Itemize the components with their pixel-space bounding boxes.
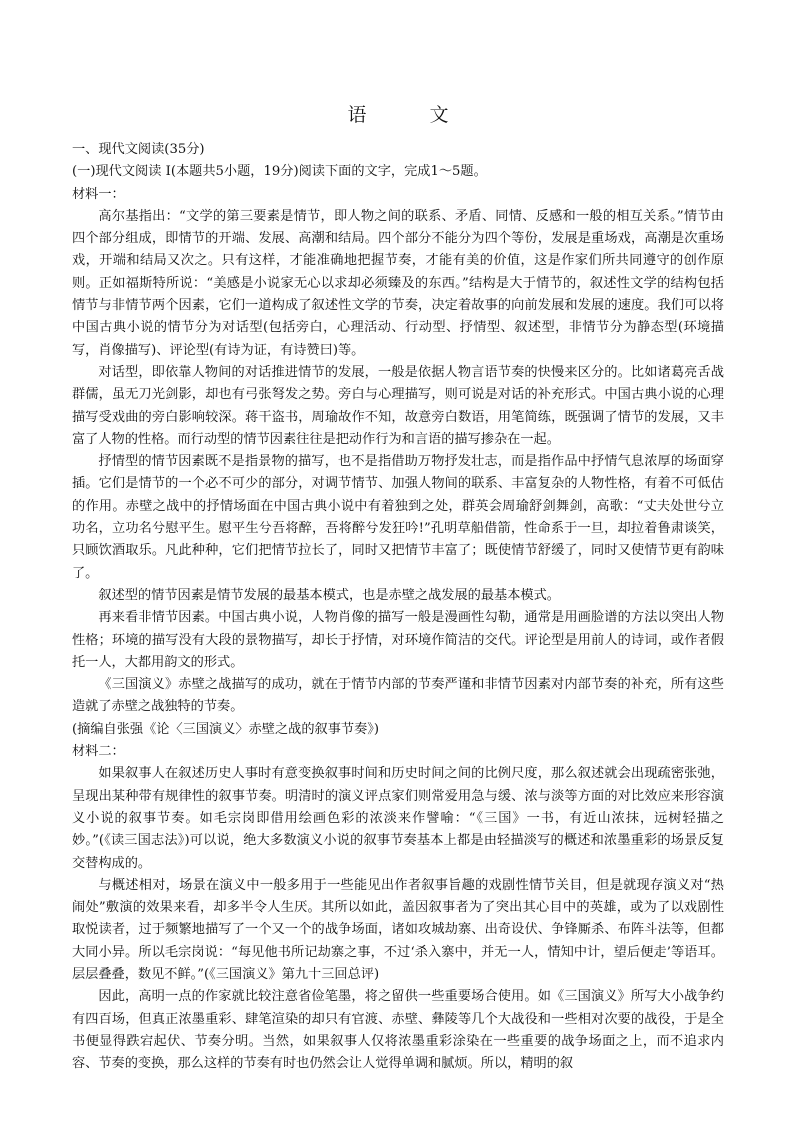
material2-label: 材料二： — [72, 744, 125, 760]
section-heading: 一、现代文阅读(35分) — [72, 142, 205, 157]
material1-paragraph: 再来看非情节因素。中国古典小说，人物肖像的描写一般是漫画性勾勒，通常是用画脸谱的方法以突出人物性格；环境的描写没有大段的景物描写，却长于抒情，对环境作简洁的交代。评论型是用前人的诗词，或作者假托一人，大都用韵文的形式。 — [72, 610, 724, 670]
material2-paragraph: 因此，高明一点的作家就比较注意省俭笔墨，将之留供一些重要场合使用。如《三国演义》所写大小战争约有四百场，但真正浓墨重彩、肆笔渲染的却只有官渡、赤壁、彝陵等几个大战役和一些相对次要的战役，于是全书便显得跌宕起伏、节奏分明。当然，如果叙事人仅将浓墨重彩涂染在一些重要的战争场面之上，而不追求内容、节奏的变换，那么这样的节奏有时也仍然会让人觉得单调和腻烦。所以，精明的叙 — [72, 989, 724, 1072]
material1-paragraph: 对话型，即依靠人物间的对话推进情节的发展，一般是依据人物言语节奏的快慢来区分的。比如诸葛亮舌战群儒，虽无刀光剑影，却也有弓张弩发之势。旁白与心理描写，则可说是对话的补充形式。中国古典小说的心理描写受戏曲的旁白影响较深。蒋干盗书，周瑜故作不知，故意旁白数语，用笔简练，既强调了情节的发展，又丰富了人物的性格。而行动型的情节因素往往是把动作行为和言语的描写掺杂在一起。 — [72, 364, 724, 447]
material1-label: 材料一： — [72, 186, 125, 202]
exam-page — [72, 100, 724, 1075]
material2-paragraph: 与概述相对，场景在演义中一般多用于一些能见出作者叙事旨趣的戏剧性情节关目，但是就现存演义对“热闹处”敷演的效果来看，却多半令人生厌。其所以如此，盖因叙事者为了突出其心目中的英雄，或为了以戏剧性取悦读者，过于频繁地描写了一个又一个的战争场面，诸如攻城劫寨、出奇设伏、争锋厮杀、布阵斗法等，但都大同小异。所以毛宗岗说：“每见他书所记劫寨之事，不过‘杀入寨中，并无一人，情知中计，望后便走’等语耳。层层叠叠，数见不鲜。”(《三国演义》第九十三回总评) — [72, 877, 724, 982]
material2-paragraph: 如果叙事人在叙述历史人事时有意变换叙事时间和历史时间之间的比例尺度，那么叙述就会出现疏密张弛，呈现出某种带有规律性的叙事节奏。明清时的演义评点家们则常爱用急与缓、浓与淡等方面的对比效应来形容演义小说的叙事节奏。如毛宗岗即借用绘画色彩的浓淡来作譬喻：“《三国》一书，有近山浓抹，远树轻描之妙。”(《读三国志法》)可以说，绝大多数演义小说的叙事节奏基本上都是由轻描淡写的概述和浓墨重彩的场景反复交替构成的。 — [72, 766, 724, 871]
material1-source: (摘编自张强《论〈三国演义〉赤壁之战的叙事节奏》) — [72, 721, 380, 737]
material1-paragraph: 高尔基指出：“文学的第三要素是情节，即人物之间的联系、矛盾、同情、反感和一般的相互关系。”情节由四个部分组成，即情节的开端、发展、高潮和结局。四个部分不能分为四个等份，发展是重场戏，高潮是次重场戏，开端和结局又次之。只有这样，才能准确地把握节奏，才能有美的价值，这是作家们所共同遵守的创作原则。正如福斯特所说：“美感是小说家无心以求却必须臻及的东西。”结构是大于情节的，叙述性文学的结构包括情节与非情节两个因素，它们一道构成了叙述性文学的节奏，决定着故事的向前发展和发展的速度。我们可以将中国古典小说的情节分为对话型(包括旁白，心理活动、行动型、抒情型、叙述型，非情节分为静态型(环境描写，肖像描写)、评论型(有诗为证，有诗赞曰)等。 — [72, 208, 724, 358]
material1-paragraph: 叙述型的情节因素是情节发展的最基本模式，也是赤壁之战发展的最基本模式。 — [98, 587, 560, 603]
page-title: 语 文 — [347, 104, 471, 126]
material1-paragraph: 《三国演义》赤壁之战描写的成功，就在于情节内部的节奏严谨和非情节因素对内部节奏的补充，所有这些造就了赤壁之战独特的节奏。 — [72, 677, 724, 715]
subsection-heading: (一)现代文阅读 I(本题共5小题，19分)阅读下面的文字，完成1～5题。 — [72, 164, 487, 180]
material1-paragraph: 抒情型的情节因素既不是指景物的描写，也不是指借助万物抒发壮志，而是指作品中抒情气息浓厚的场面穿插。它们是情节的一个必不可少的部分，对调节情节、加强人物间的联系、丰富复杂的人物性格，有着不可低估的作用。赤壁之战中的抒情场面在中国古典小说中有着独到之处，群英会周瑜舒剑舞剑，高歌：“丈夫处世兮立功名，立功名兮慰平生。慰平生兮吾将醉，吾将醉兮发狂吟!”孔明草船借箭，性命系于一旦，却拉着鲁肃谈笑，只顾饮酒取乐。凡此种种，它们把情节拉长了，同时又把情节丰富了；既使情节舒缓了，同时又使情节更有韵味了。 — [72, 454, 724, 581]
